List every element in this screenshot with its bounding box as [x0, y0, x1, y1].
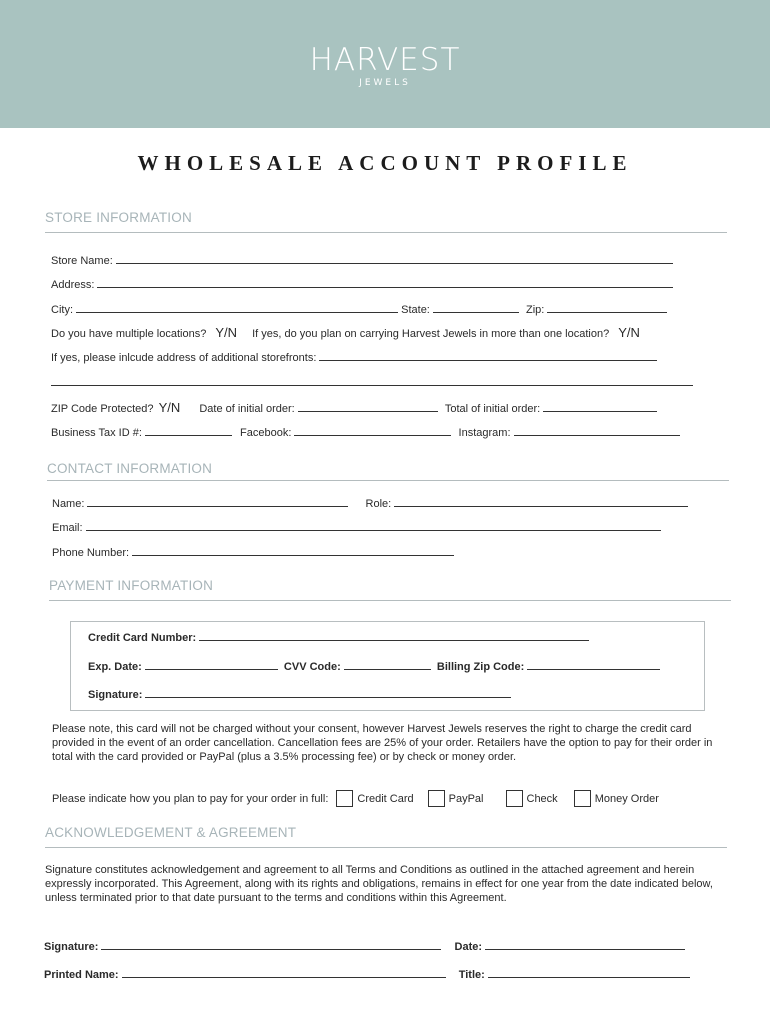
city-state-zip-row: [51, 302, 667, 316]
carry-question: If yes, do you plan on carrying Harvest Jewels in more than one location?: [252, 328, 610, 340]
payment-method-row: [52, 790, 673, 807]
address-label: Address:: [51, 279, 95, 291]
multiple-locations-row: [51, 325, 642, 340]
phone-label: Phone Number:: [52, 547, 130, 559]
facebook-field[interactable]: [294, 425, 451, 436]
name-field[interactable]: [87, 496, 348, 507]
credit-card-option-label: Credit Card: [357, 792, 414, 805]
printed-name-label: Printed Name:: [44, 969, 119, 981]
additional-storefronts-row: [51, 350, 657, 364]
instagram-field[interactable]: [514, 425, 680, 436]
paypal-checkbox[interactable]: [428, 790, 445, 807]
card-signature-row: [88, 687, 511, 701]
money-order-option-label: Money Order: [594, 792, 659, 805]
phone-field[interactable]: [132, 545, 454, 556]
paypal-option-label: PayPal: [448, 792, 484, 805]
agreement-heading: ACKNOWLEDGEMENT & AGREEMENT: [45, 825, 297, 840]
card-number-label: Credit Card Number:: [88, 632, 197, 644]
option-check[interactable]: [506, 790, 560, 807]
initial-order-date-label: Date of initial order:: [199, 403, 295, 415]
billing-zip-field[interactable]: [527, 659, 660, 670]
card-signature-field[interactable]: [145, 687, 511, 698]
cvv-label: CVV Code:: [283, 661, 341, 673]
address-field[interactable]: [97, 277, 673, 288]
card-signature-label: Signature:: [88, 689, 143, 701]
name-role-row: [52, 496, 688, 510]
section-divider: [47, 480, 729, 481]
card-number-row: [88, 630, 589, 644]
tax-id-label: Business Tax ID #:: [51, 427, 142, 439]
city-label: City:: [51, 304, 73, 316]
city-field[interactable]: [76, 302, 398, 313]
option-money-order[interactable]: [574, 790, 659, 807]
payment-method-question: Please indicate how you plan to pay for your order in full:: [52, 792, 329, 805]
phone-row: [52, 545, 454, 559]
initial-order-total-field[interactable]: [543, 401, 657, 412]
zip-order-row: [51, 400, 657, 415]
section-divider: [45, 232, 727, 233]
tax-id-field[interactable]: [145, 425, 232, 436]
credit-card-checkbox[interactable]: [336, 790, 353, 807]
store-name-label: Store Name:: [51, 255, 113, 267]
title-label: Title:: [458, 969, 485, 981]
email-label: Email:: [52, 522, 83, 534]
payment-information-heading: PAYMENT INFORMATION: [49, 578, 214, 593]
title-field[interactable]: [488, 967, 690, 978]
state-field[interactable]: [433, 302, 519, 313]
agreement-text: Signature constitutes acknowledgement and agreement to all Terms and Conditions as outlined in the attached agreement and herein expressly incorporated. This Agreement, along with its rights and obligations, remains in effect for one year from the date indicated below, unless terminated prior to that date pursuant to the terms and conditions within this Agreement.: [45, 864, 713, 904]
store-name-row: [51, 253, 673, 267]
email-row: [52, 520, 661, 534]
additional-storefronts-row-2: [51, 375, 693, 389]
check-checkbox[interactable]: [506, 790, 523, 807]
additional-storefronts-field-2[interactable]: [51, 375, 693, 386]
zip-field[interactable]: [547, 302, 667, 313]
brand-logo: HARVEST: [309, 42, 461, 78]
header-banner: [0, 0, 770, 128]
agreement-date-field[interactable]: [485, 939, 685, 950]
cvv-field[interactable]: [344, 659, 431, 670]
facebook-label: Facebook:: [240, 427, 292, 439]
brand-logo-subtitle: JEWELS: [359, 78, 411, 88]
printed-name-field[interactable]: [122, 967, 446, 978]
additional-storefronts-label: If yes, please inlcude address of additional storefronts:: [51, 352, 317, 364]
zip-label: Zip:: [526, 304, 545, 316]
agreement-date-label: Date:: [454, 941, 483, 953]
option-credit-card[interactable]: [336, 790, 413, 807]
role-field[interactable]: [394, 496, 688, 507]
name-label: Name:: [52, 498, 85, 510]
payment-note: Please note, this card will not be charged without your consent, however Harvest Jewels reserves the right to charge the credit card provided in the event of an order cancellation. Cancellation fees are 25% of your order. Retailers have the option to pay for their order in total with the card provided or PayPal (plus a 3.5% processing fee) or by check or money order.: [52, 723, 713, 763]
state-label: State:: [401, 304, 430, 316]
address-row: [51, 277, 673, 291]
email-field[interactable]: [86, 520, 661, 531]
multiple-locations-question: Do you have multiple locations?: [51, 328, 207, 340]
section-divider: [45, 847, 727, 848]
printed-name-title-row: [44, 967, 690, 981]
card-number-field[interactable]: [199, 630, 589, 641]
form-title: WHOLESALE ACCOUNT PROFILE: [137, 151, 633, 175]
exp-date-field[interactable]: [145, 659, 278, 670]
option-paypal[interactable]: [428, 790, 492, 807]
money-order-checkbox[interactable]: [574, 790, 591, 807]
card-details-row: [88, 659, 660, 673]
multiple-locations-yn[interactable]: Y/N: [215, 325, 238, 340]
check-option-label: Check: [526, 792, 558, 805]
instagram-label: Instagram:: [458, 427, 511, 439]
store-information-heading: STORE INFORMATION: [45, 210, 192, 225]
initial-order-total-label: Total of initial order:: [444, 403, 541, 415]
section-divider: [49, 600, 731, 601]
carry-yn[interactable]: Y/N: [618, 325, 640, 340]
store-name-field[interactable]: [116, 253, 673, 264]
role-label: Role:: [365, 498, 392, 510]
zip-protected-label: ZIP Code Protected?: [51, 403, 154, 415]
agreement-signature-field[interactable]: [101, 939, 441, 950]
tax-social-row: [51, 425, 680, 439]
contact-information-heading: CONTACT INFORMATION: [47, 461, 213, 476]
exp-date-label: Exp. Date:: [88, 661, 142, 673]
zip-protected-yn[interactable]: Y/N: [158, 400, 181, 415]
additional-storefronts-field[interactable]: [319, 350, 657, 361]
initial-order-date-field[interactable]: [298, 401, 438, 412]
signature-date-row: [44, 939, 685, 953]
billing-zip-label: Billing Zip Code:: [436, 661, 525, 673]
agreement-signature-label: Signature:: [44, 941, 99, 953]
